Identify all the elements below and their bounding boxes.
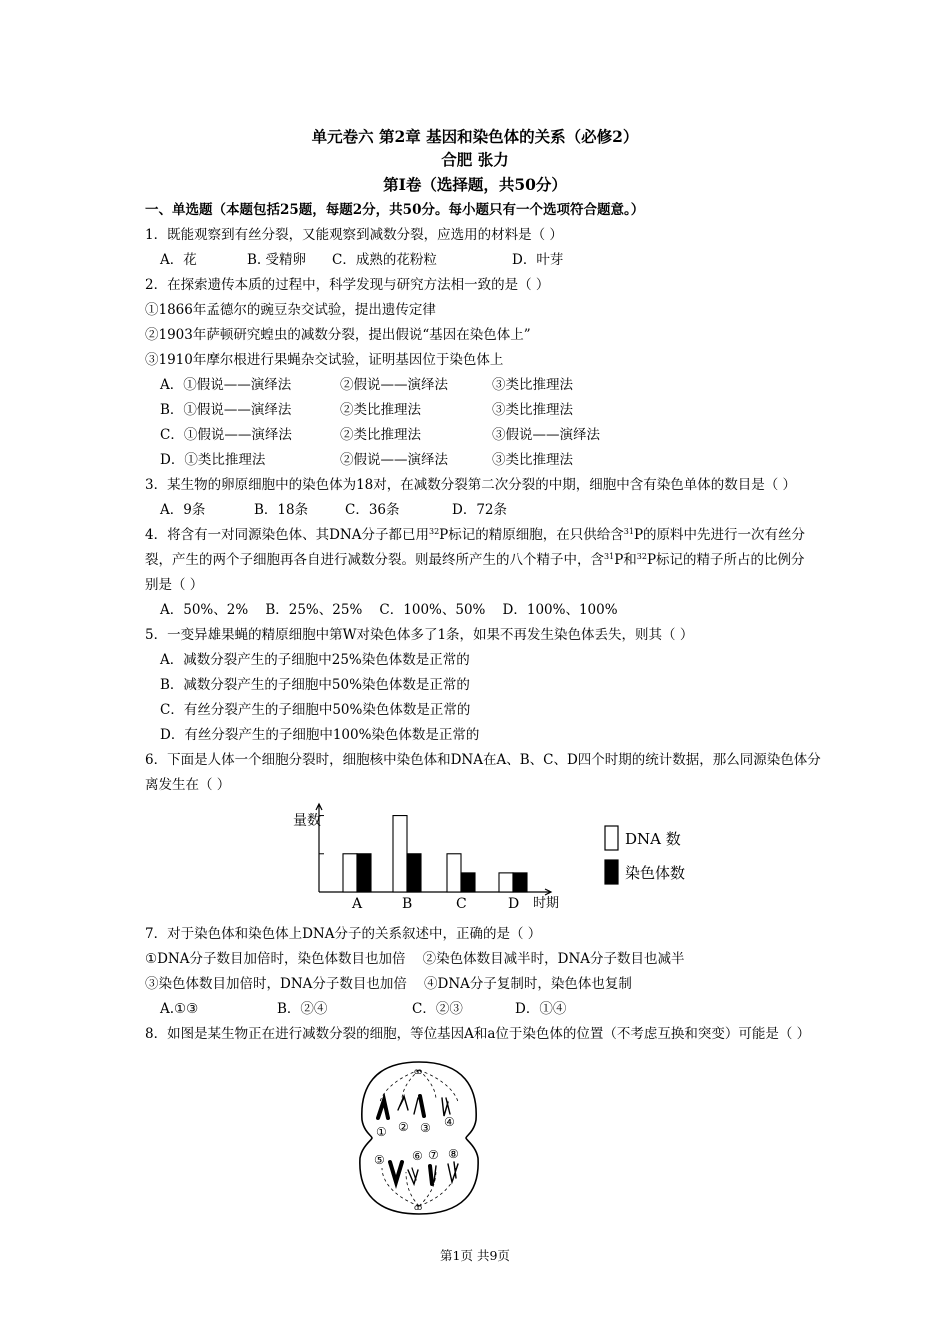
q5-option-b: B．减数分裂产生的子细胞中50%染色体数是正常的 (160, 677, 470, 693)
q3-option-c: C．36条 (345, 502, 400, 518)
spindle-fibers (380, 1070, 458, 1206)
label-4: ④ (444, 1115, 455, 1129)
label-3: ③ (420, 1121, 431, 1135)
exam-title: 单元卷六 第2章 基因和染色体的关系（必修2） (311, 127, 639, 146)
q6-line-1: 6．下面是人体一个细胞分裂时，细胞核中染色体和DNA在A、B、C、D四个时期的统计数据，那么同源染色体分 (145, 752, 821, 768)
q7-option-d: D．①④ (515, 1001, 567, 1017)
legend-label-chromosome: 染色体数 (625, 864, 686, 882)
q2-option-a-3: ③类比推理法 (492, 377, 573, 393)
label-1: ① (376, 1125, 387, 1139)
x-axis-label: 时期 (533, 896, 560, 911)
q2-option-b-1: B．①假说——演绎法 (160, 402, 292, 418)
q4-sup-31b: 31 (604, 552, 615, 561)
q4-sup-32b: 32 (636, 552, 647, 561)
q1-option-c: C．成熟的花粉粒 (332, 252, 437, 268)
q7-option-a: A.①③ (160, 1001, 199, 1017)
q7-option-c: C．②③ (412, 1001, 463, 1017)
category-label-a: A (352, 896, 363, 912)
label-6: ⑥ (412, 1149, 423, 1163)
q2-statement-2: ②1903年萨顿研究蝗虫的减数分裂，提出假说“基因在染色体上” (145, 327, 531, 343)
q4-sup-32: 32 (428, 527, 440, 536)
bar-chromosome-c (461, 873, 475, 892)
bar-dna-a (343, 854, 357, 892)
q5-option-d: D．有丝分裂产生的子细胞中100%染色体数是正常的 (160, 727, 480, 743)
q2-option-c-3: ③假说——演绎法 (492, 427, 600, 443)
legend-swatch-dna (605, 826, 618, 850)
page-footer: 第1页 共9页 (440, 1248, 510, 1263)
q4-line-1: 4．将含有一对同源染色体、其DNA分子都已用$^{32}$P标记的精原细胞，在只供给含$^{31}$P的原料中先进行一次有丝分 (145, 527, 806, 543)
q3-option-a: A．9条 (160, 502, 206, 518)
label-5: ⑤ (374, 1153, 385, 1167)
bar-dna-d (499, 873, 513, 892)
q3-stem: 3．某生物的卵原细胞中的染色体为18对，在减数分裂第二次分裂的中期，细胞中含有染色单体的数目是（ ） (145, 477, 797, 493)
bar-chromosome-d (513, 873, 527, 892)
legend-label-dna: DNA 数 (625, 830, 681, 848)
label-7: ⑦ (428, 1148, 439, 1162)
q5-option-a: A．减数分裂产生的子细胞中25%染色体数是正常的 (160, 652, 470, 668)
legend-swatch-chromosome (605, 860, 618, 884)
q2-statement-1: ①1866年孟德尔的豌豆杂交试验，提出遗传定律 (145, 302, 436, 318)
q5-stem: 5．一变异雄果蝇的精原细胞中第W对染色体多了1条，如果不再发生染色体丢失，则其（ ） (145, 627, 694, 643)
category-label-d: D (508, 896, 520, 912)
q2-option-a-1: A．①假说——演绎法 (160, 377, 292, 393)
section-heading: 一、单选题（本题包括25题，每题2分，共50分。每小题只有一个选项符合题意。） (145, 202, 645, 218)
q3-option-b: B．18条 (254, 502, 309, 518)
q2-option-a-2: ②假说——演绎法 (340, 377, 448, 393)
q4-options: A．50%、2% B．25%、25% C．100%、50% D．100%、100% (160, 602, 618, 618)
q5-option-c: C．有丝分裂产生的子细胞中50%染色体数是正常的 (160, 702, 471, 718)
exam-author: 合肥 张力 (441, 150, 509, 169)
q4-sup-31: 31 (623, 527, 634, 536)
upper-chromosomes (378, 1096, 450, 1118)
q7-option-b: B．②④ (277, 1001, 328, 1017)
q2-option-d-1: D．①类比推理法 (160, 452, 266, 468)
bar-dna-c (447, 854, 461, 892)
label-8: ⑧ (448, 1147, 459, 1161)
q2-option-b-3: ③类比推理法 (492, 402, 573, 418)
q8-stem: 8．如图是某生物正在进行减数分裂的细胞，等位基因A和a位于染色体的位置（不考虑互换和突变）可能是（ ） (145, 1026, 811, 1042)
q2-stem: 2．在探索遗传本质的过程中，科学发现与研究方法相一致的是（ ） (145, 277, 550, 293)
label-2: ② (398, 1120, 409, 1134)
bar-dna-b (393, 816, 407, 892)
q7-stem: 7．对于染色体和染色体上DNA分子的关系叙述中，正确的是（ ） (145, 926, 542, 942)
q2-option-b-2: ②类比推理法 (340, 402, 421, 418)
q4-line-3: 别是（ ） (145, 577, 204, 593)
q1-option-a: A．花 (160, 252, 197, 268)
category-label-c: C (456, 896, 467, 912)
q6-line-2: 离发生在（ ） (145, 777, 231, 793)
q1-option-b: B. 受精卵 (247, 252, 307, 268)
y-axis-label: 量数 (293, 813, 321, 829)
q1-stem: 1．既能观察到有丝分裂，又能观察到减数分裂，应选用的材料是（ ） (145, 227, 563, 243)
q7-row-2: ③染色体数目加倍时，DNA分子数目也加倍 ④DNA分子复制时，染色体也复制 (145, 976, 632, 992)
q6-bar-chart (285, 798, 705, 916)
q2-option-c-2: ②类比推理法 (340, 427, 421, 443)
centriole-top: ꝏ (414, 1067, 423, 1076)
q4-line-2: 裂，产生的两个子细胞再各自进行减数分裂。则最终所产生的八个精子中，含$^{31}$P和$^{32}$P标记的精子所占的比例分 (145, 552, 805, 568)
q7-row-1: ①DNA分子数目加倍时，染色体数目也加倍 ②染色体数目减半时，DNA分子数目也减半 (145, 951, 685, 967)
part-heading: 第Ⅰ卷（选择题，共50分） (383, 175, 567, 194)
q2-option-d-3: ③类比推理法 (492, 452, 573, 468)
meiosis-cell-diagram (352, 1058, 487, 1218)
bar-chromosome-b (407, 854, 421, 892)
q2-option-d-2: ②假说——演绎法 (340, 452, 448, 468)
category-label-b: B (402, 896, 413, 912)
q2-statement-3: ③1910年摩尔根进行果蝇杂交试验，证明基因位于染色体上 (145, 352, 504, 368)
bar-chromosome-a (357, 854, 371, 892)
q2-option-c-1: C．①假说——演绎法 (160, 427, 292, 443)
q1-option-d: D．叶芽 (512, 252, 564, 268)
q3-option-d: D．72条 (452, 502, 508, 518)
centriole-bottom: ꝏ (414, 1203, 423, 1212)
lower-chromosomes (390, 1162, 458, 1184)
